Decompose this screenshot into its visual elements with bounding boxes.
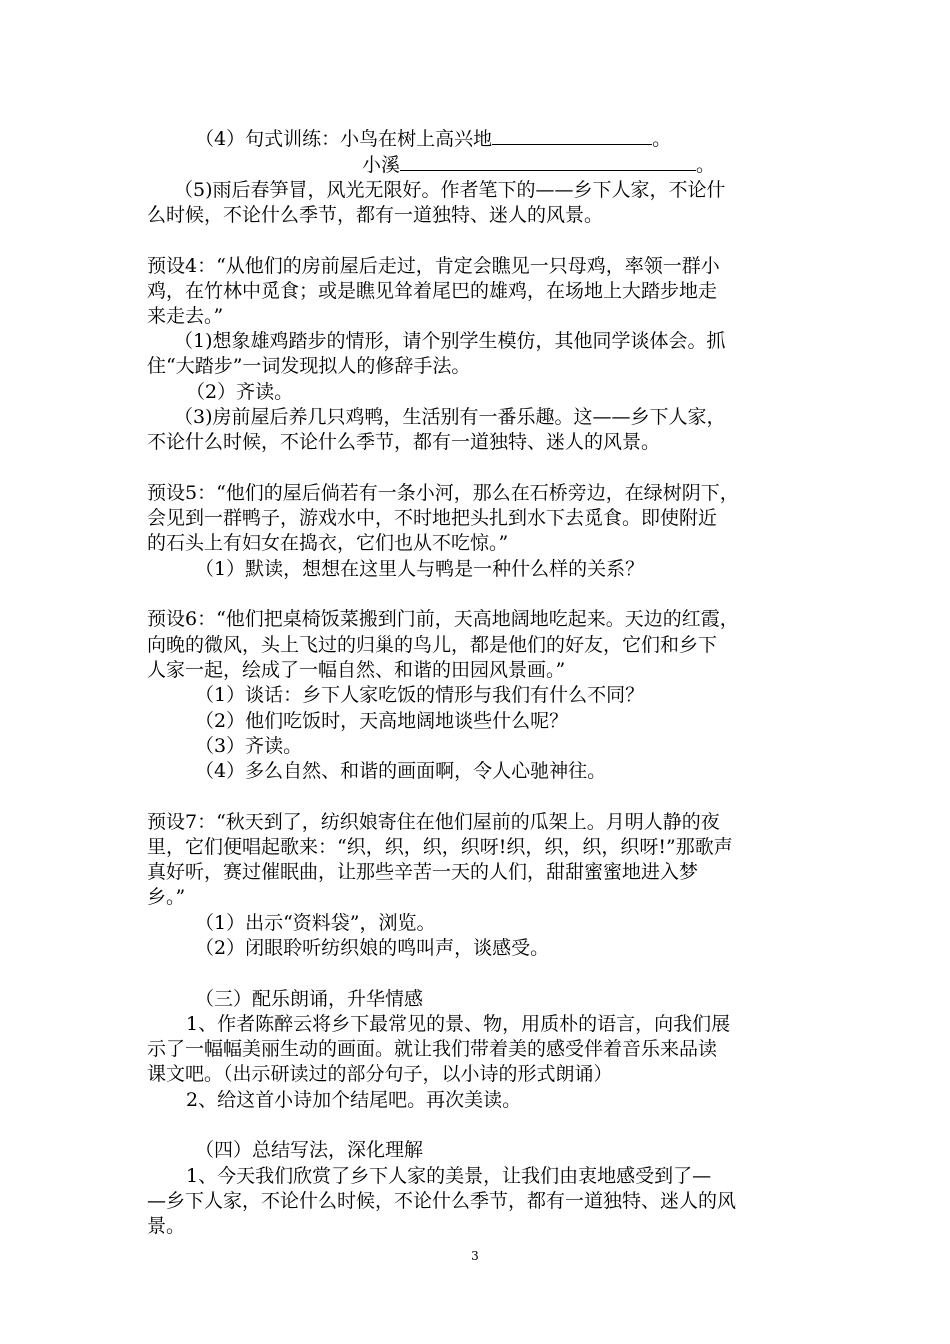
text-line: （4）句式训练：小鸟在树上高兴地 。 [195,128,672,150]
text-line: —乡下人家，不论什么时候，不论什么季节，都有一道独特、迷人的风 [147,1190,737,1212]
text-line: 么时候，不论什么季节，都有一道独特、迷人的风景。 [147,204,604,226]
text-line: 示了一幅幅美丽生动的画面。就让我们带着美的感受伴着音乐来品读 [147,1038,718,1060]
text-line: 会见到一群鸭子，游戏水中，不时地把头扎到水下去觅食。即使附近 [147,507,718,529]
text-line: （2）闭眼聆听纺织娘的鸣叫声，谈感受。 [195,937,550,959]
text-line: 里，它们便唱起歌来：“织，织，织，织呀!织，织，织，织呀!”那歌声 [147,836,733,858]
section-heading: （四）总结写法，深化理解 [195,1139,424,1161]
text-line: 向晚的微风，头上飞过的归巢的鸟儿，都是他们的好友，它们和乡下 [147,634,718,656]
text-line: 不论什么时候，不论什么季节，都有一道独特、迷人的风景。 [147,431,661,453]
text-line: 真好听，赛过催眠曲，让那些辛苦一天的人们，甜甜蜜蜜地进入梦 [147,861,699,883]
text-line: 1、作者陈醉云将乡下最常见的景、物，用质朴的语言，向我们展 [186,1013,731,1035]
text-line: （1)想象雄鸡踏步的情形，请个别学生模仿，其他同学谈体会。抓 [174,330,726,352]
section-heading: （三）配乐朗诵，升华情感 [195,988,424,1010]
text-line: （3)房前屋后养几只鸡鸭，生活别有一番乐趣。这——乡下人家， [174,406,726,428]
text-line: 住“大踏步”一词发现拟人的修辞手法。 [147,355,471,377]
text-line: 人家一起，绘成了一幅自然、和谐的田园风景画。” [147,659,566,681]
text-line: 的石头上有妇女在捣衣，它们也从不吃惊。” [147,532,509,554]
text-line: （4）多么自然、和谐的画面啊，令人心驰神往。 [195,760,607,782]
text-line: （2）他们吃饭时，天高地阔地谈些什么呢？ [195,710,569,732]
text-line: 2、给这首小诗加个结尾吧。再次美读。 [186,1089,522,1111]
page-number: 3 [471,1249,479,1263]
text-line: 预设5：“他们的屋后倘若有一条小河，那么在石桥旁边，在绿树阴下， [147,482,739,504]
text-line: 来走去。” [147,305,224,327]
text-line: 预设7：“秋天到了，纺织娘寄住在他们屋前的瓜架上。月明人静的夜 [147,811,720,833]
text-line: （5)雨后春笋冒，风光无限好。作者笔下的——乡下人家，不论什 [174,179,726,201]
text-line: （1）谈话：乡下人家吃饭的情形与我们有什么不同？ [195,684,645,706]
fill-blank [400,152,696,171]
text-line: 预设4：“从他们的房前屋后走过，肯定会瞧见一只母鸡，率领一群小 [147,255,720,277]
text-line: 乡。” [147,886,186,908]
text-line: （2）齐读。 [186,381,294,403]
text-line: 鸡，在竹林中觅食；或是瞧见耸着尾巴的雄鸡，在场地上大踏步地走 [147,280,718,302]
text-line: 预设6：“他们把桌椅饭菜搬到门前，天高地阔地吃起来。天边的红霞， [147,608,739,630]
fill-blank [492,126,652,145]
text-line: （1）默读，想想在这里人与鸭是一种什么样的关系？ [195,558,645,580]
text-line: （1）出示“资料袋”，浏览。 [195,912,436,934]
text-line: 课文吧。（出示研读过的部分句子，以小诗的形式朗诵） [147,1063,613,1085]
text-line: 景。 [147,1215,186,1237]
text-line: 1、今天我们欣赏了乡下人家的美景，让我们由衷地感受到了— [186,1165,712,1187]
text-line: 小溪 。 [362,154,716,176]
text-line: （3）齐读。 [195,735,303,757]
